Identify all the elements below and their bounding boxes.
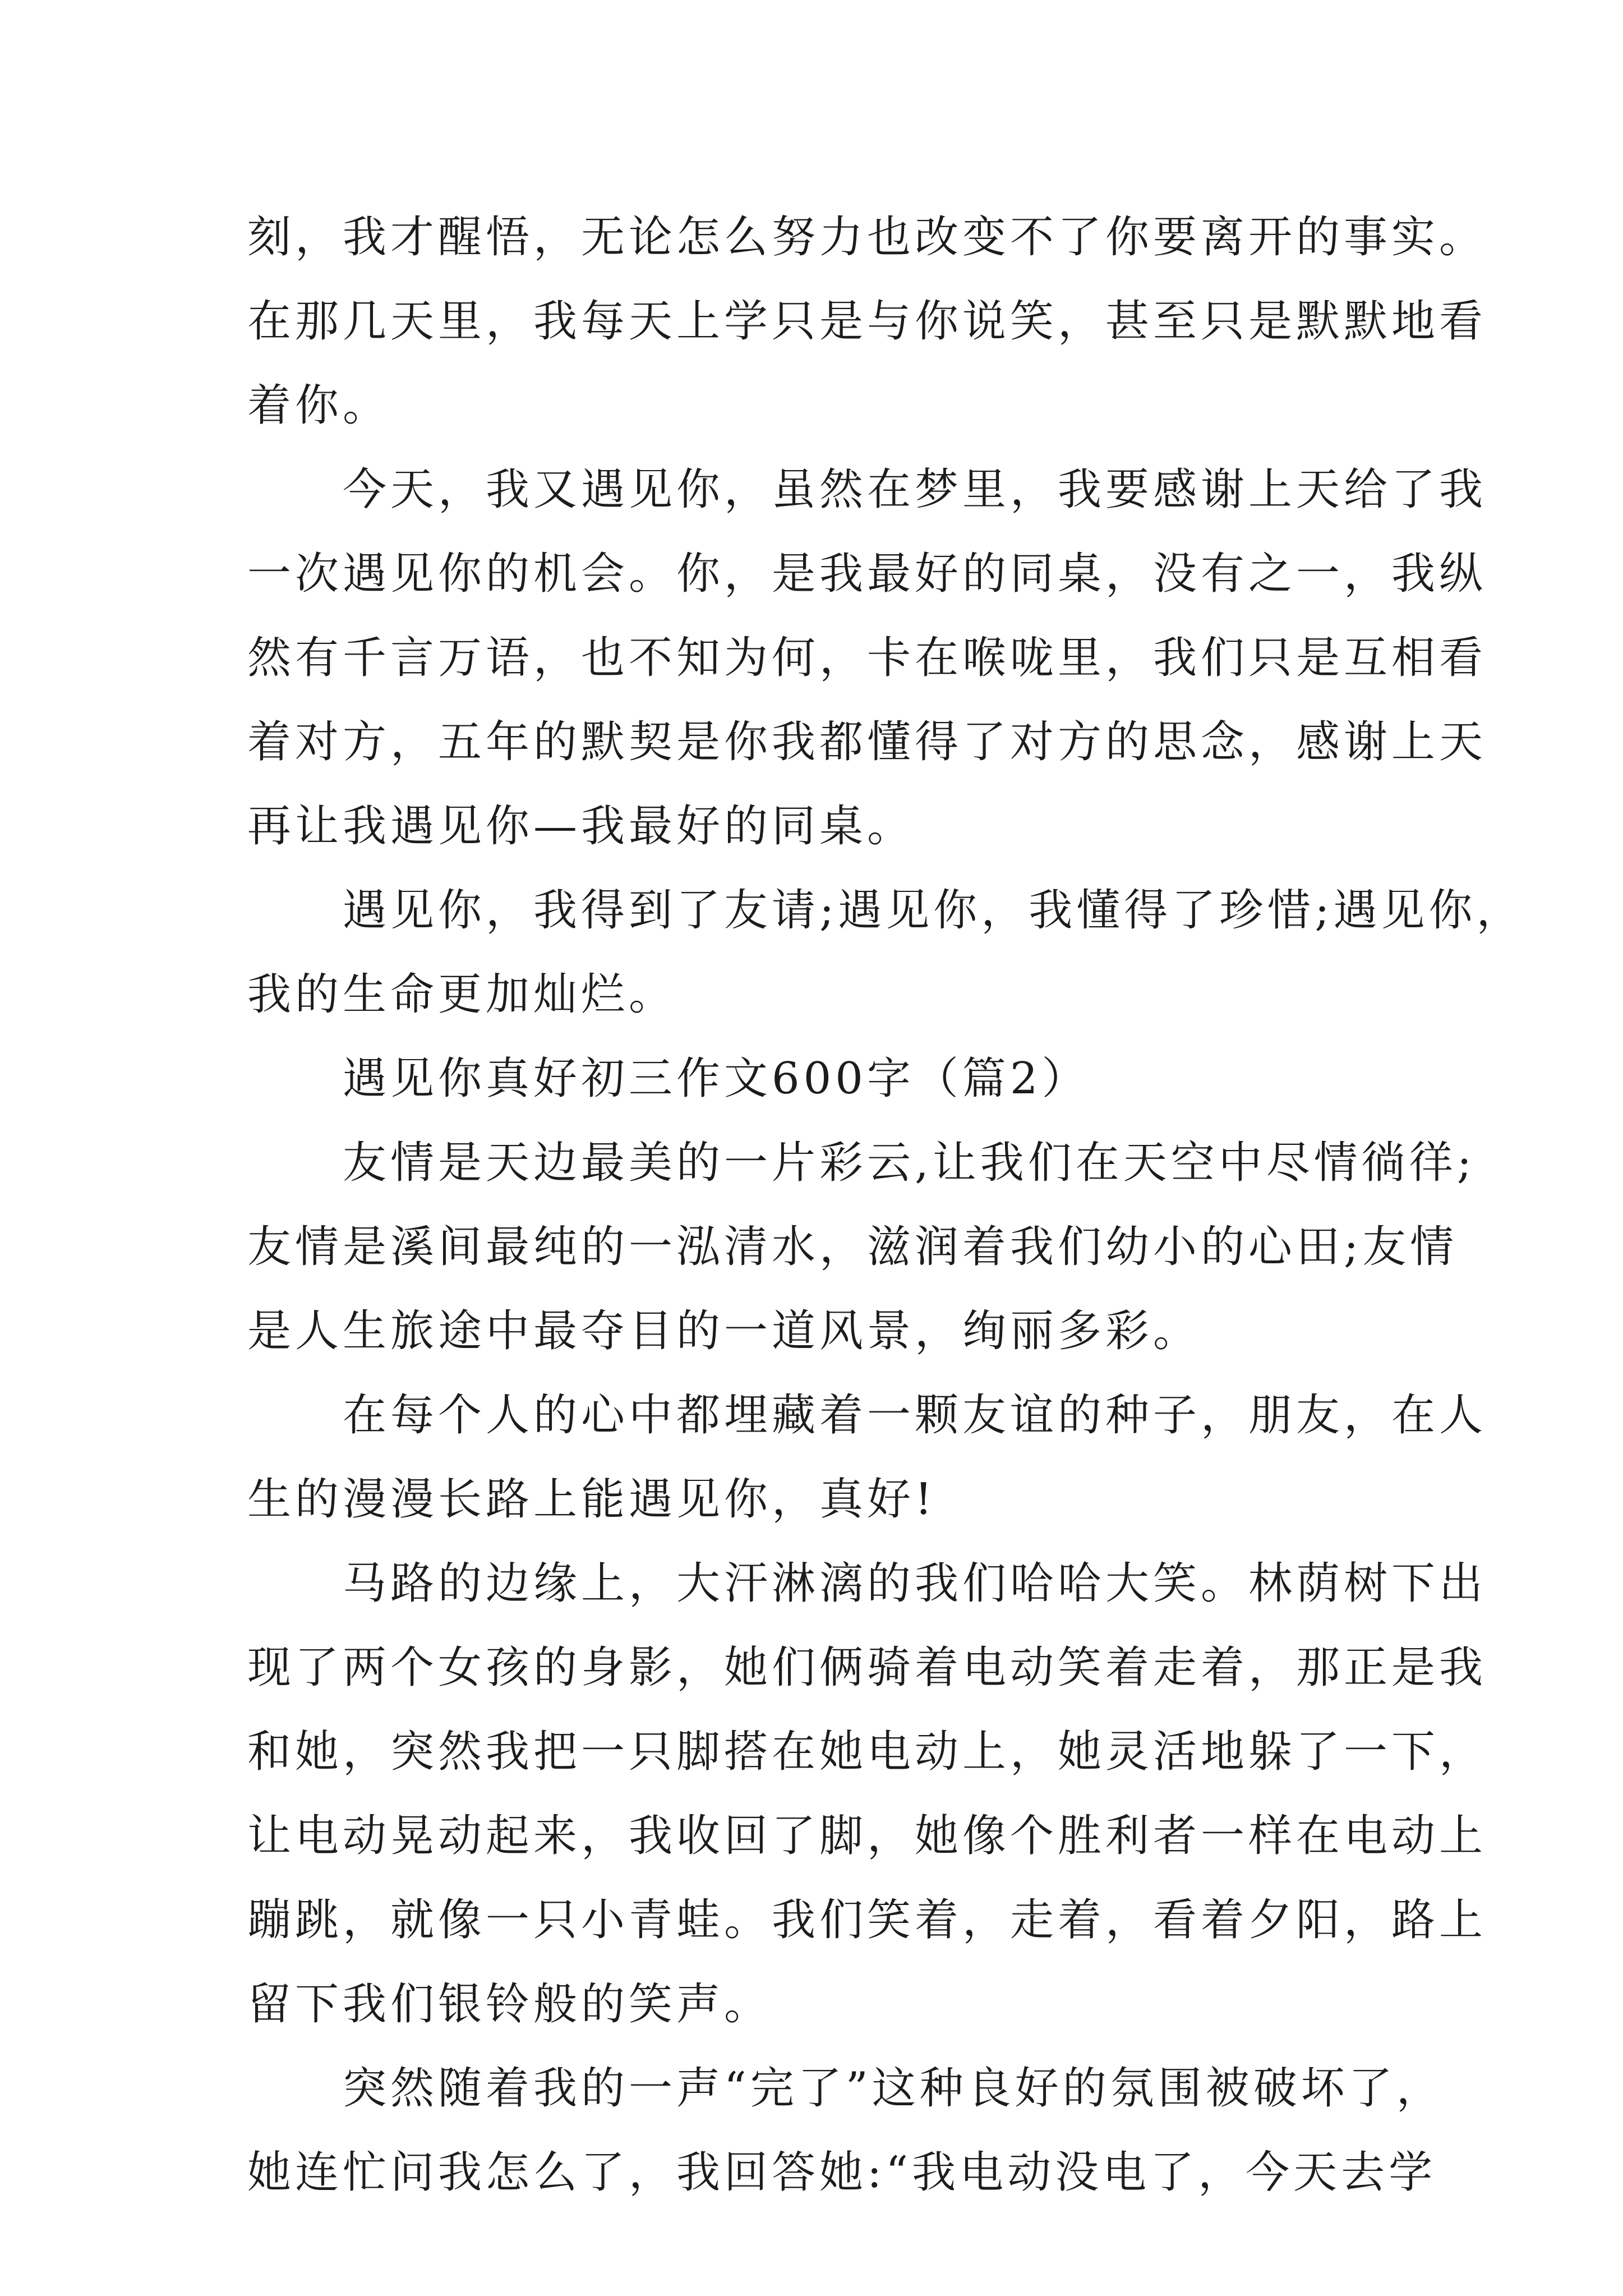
text-line: 在那几天里，我每天上学只是与你说笑，甚至只是默默地看 bbox=[247, 296, 1487, 347]
text-line: 着对方，五年的默契是你我都懂得了对方的思念，感谢上天 bbox=[247, 717, 1487, 767]
text-line: 和她，突然我把一只脚搭在她电动上，她灵活地躲了一下， bbox=[247, 1727, 1487, 1777]
text-line: 遇见你，我得到了友请;遇见你，我懂得了珍惜;遇见你， bbox=[247, 885, 1524, 936]
text-line: 生的漫漫长路上能遇见你，真好! bbox=[247, 1474, 937, 1525]
text-line: 是人生旅途中最夺目的一道风景，绚丽多彩。 bbox=[247, 1306, 1201, 1356]
text-line: 友情是溪间最纯的一泓清水，滋润着我们幼小的心田;友情 bbox=[247, 1222, 1458, 1272]
document-body bbox=[247, 202, 1524, 2221]
text-line: 让电动晃动起来，我收回了脚，她像个胜利者一样在电动上 bbox=[247, 1811, 1487, 1861]
text-line: 友情是天边最美的一片彩云,让我们在天空中尽情徜徉; bbox=[247, 1138, 1476, 1188]
text-line: 现了两个女孩的身影，她们俩骑着电动笑着走着，那正是我 bbox=[247, 1642, 1487, 1693]
text-line: 马路的边缘上，大汗淋漓的我们哈哈大笑。林荫树下出 bbox=[247, 1558, 1487, 1609]
text-line: 她连忙问我怎么了，我回答她:“我电动没电了，今天去学 bbox=[247, 2147, 1437, 2198]
text-line: 今天，我又遇见你，虽然在梦里，我要感谢上天给了我 bbox=[247, 464, 1487, 515]
section-heading: 遇见你真好初三作文600字（篇2） bbox=[247, 1053, 1090, 1104]
text-line: 蹦跳，就像一只小青蛙。我们笑着，走着，看着夕阳，路上 bbox=[247, 1895, 1487, 1945]
text-line: 留下我们银铃般的笑声。 bbox=[247, 1979, 772, 2030]
text-line: 再让我遇见你—我最好的同桌。 bbox=[247, 801, 915, 852]
text-line: 着你。 bbox=[247, 380, 391, 431]
text-line: 在每个人的心中都埋藏着一颗友谊的种子，朋友，在人 bbox=[247, 1390, 1487, 1441]
text-line: 然有千言万语，也不知为何，卡在喉咙里，我们只是互相看 bbox=[247, 633, 1487, 683]
text-line: 刻，我才醒悟，无论怎么努力也改变不了你要离开的事实。 bbox=[247, 212, 1487, 263]
text-line: 一次遇见你的机会。你，是我最好的同桌，没有之一，我纵 bbox=[247, 549, 1487, 599]
text-line: 突然随着我的一声“完了”这种良好的氛围被破坏了， bbox=[247, 2063, 1444, 2114]
text-line: 我的生命更加灿烂。 bbox=[247, 969, 677, 1020]
